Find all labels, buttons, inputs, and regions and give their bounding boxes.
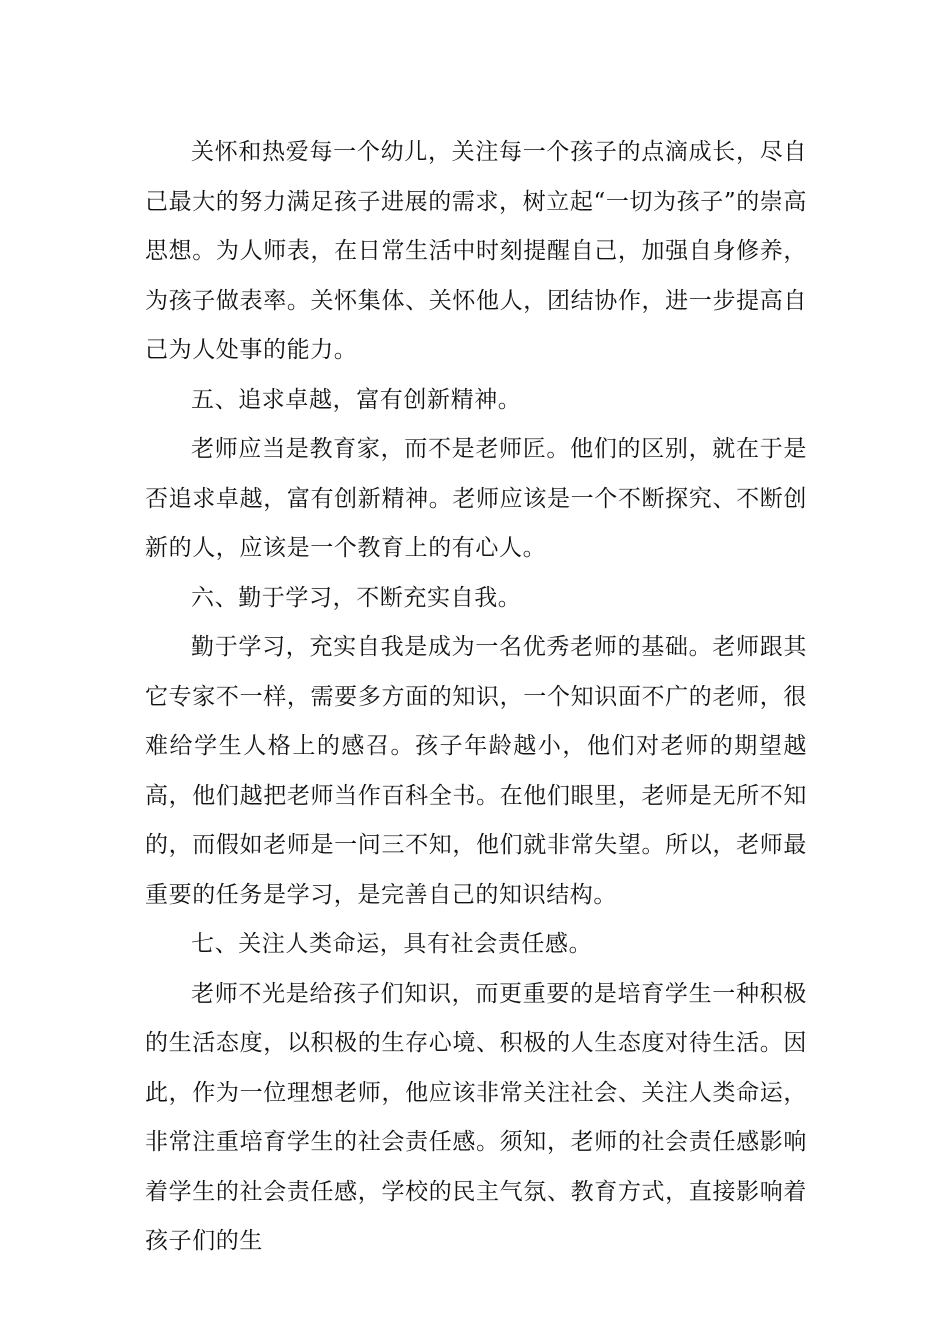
heading-section-seven: 七、关注人类命运，具有社会责任感。 bbox=[191, 931, 593, 957]
heading-section-five: 五、追求卓越，富有创新精神。 bbox=[191, 386, 522, 413]
heading-section-six: 六、勤于学习，不断充实自我。 bbox=[191, 584, 522, 611]
paragraph-care-for-children: 关怀和热爱每一个幼儿，关注每一个孩子的点滴成长，尽自己最大的努力满足孩子进展的需求，树立起“一切为孩子”的崇高思想。为人师表，在日常生活中时刻提醒自己，加强自身修养，为孩子做表率。关怀集体、关怀他人，团结协作，进一步提高自己为人处事的能力。 bbox=[145, 139, 807, 363]
paragraph-educator-not-craftsman: 老师应当是教育家，而不是老师匠。他们的区别，就在于是否追求卓越，富有创新精神。老师应该是一个不断探究、不断创新的人，应该是一个教育上的有心人。 bbox=[145, 436, 807, 561]
paragraph-social-responsibility: 老师不光是给孩子们知识，而更重要的是培育学生一种积极的生活态度，以积极的生存心境、积极的人生态度对待生活。因此，作为一位理想老师，他应该非常关注社会、关注人类命运，非常注重培育学生的社会责任感。须知，老师的社会责任感影响着学生的社会责任感，学校的民主气氛、教育方式，直接影响着孩子们的生 bbox=[145, 980, 807, 1254]
document-body bbox=[145, 128, 807, 1267]
paragraph-diligent-learning: 勤于学习，充实自我是成为一名优秀老师的基础。老师跟其它专家不一样，需要多方面的知识，一个知识面不广的老师，很难给学生人格上的感召。孩子年龄越小，他们对老师的期望越高，他们越把老师当作百科全书。在他们眼里，老师是无所不知的，而假如老师是一问三不知，他们就非常失望。所以，老师最重要的任务是学习，是完善自己的知识结构。 bbox=[145, 634, 807, 908]
